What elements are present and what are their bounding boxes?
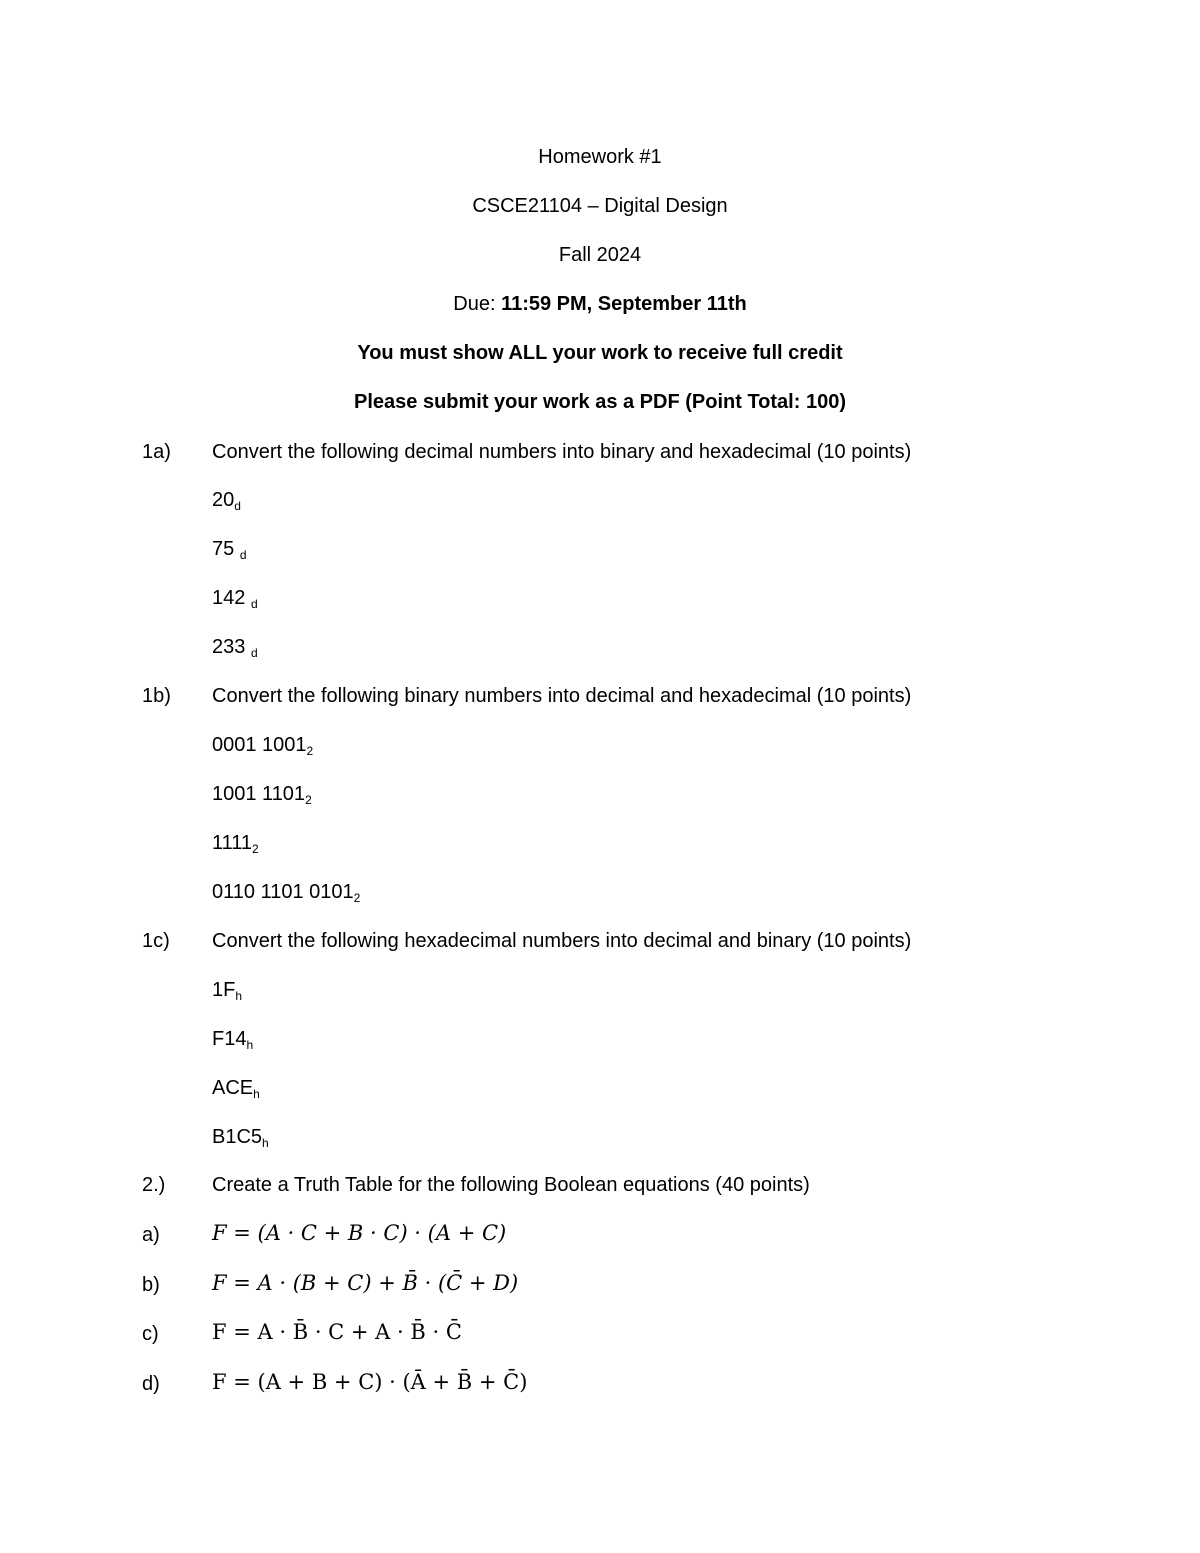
q2-part-c-equation: F = A · B̄ · C + A · B̄ · C̄ <box>212 1320 462 1344</box>
q1c-item: $ACE_h$ <box>212 1077 260 1101</box>
question-1c-text: Convert the following hexadecimal numbers into decimal and binary (10 points) <box>212 930 912 952</box>
question-2-label: 2.) <box>142 1174 166 1196</box>
q1a-item: 142 $_d$ <box>212 587 258 611</box>
q1a-item: 233 $_d$ <box>212 636 258 660</box>
q2-part-a-equation: F = (A · C + B · C) · (A + C) <box>212 1221 507 1245</box>
q1b-item: 0110 1101 $0101_2$ <box>212 881 361 905</box>
question-1b-label: 1b) <box>142 685 171 707</box>
question-2-text: Create a Truth Table for the following Boolean equations (40 points) <box>212 1174 810 1196</box>
q1b-item: $1111_2$ <box>212 832 259 856</box>
course-name: CSCE21104 – Digital Design <box>472 195 728 217</box>
q1a-item: $20_d$ <box>212 489 241 513</box>
due-value: 11:59 PM, September 11th <box>501 293 747 315</box>
q2-part-c-label: c) <box>142 1323 159 1345</box>
q2-part-a-label: a) <box>142 1224 160 1246</box>
q1b-item: 1001 $1101_2$ <box>212 783 312 807</box>
due-prefix: Due: <box>453 293 502 315</box>
question-1a-text: Convert the following decimal numbers into binary and hexadecimal (10 points) <box>212 441 912 463</box>
q2-part-b-equation: F = A · (B + C) + B̄ · (C̄ + D) <box>212 1271 519 1295</box>
q1c-item: $B1C5_h$ <box>212 1126 269 1150</box>
q1b-item: 0001 $1001_2$ <box>212 734 314 758</box>
question-1b-text: Convert the following binary numbers into decimal and hexadecimal (10 points) <box>212 685 912 707</box>
due-date <box>0 292 1200 316</box>
submit-note: Please submit your work as a PDF (Point Total: 100) <box>354 391 846 413</box>
q1c-item: $1F_h$ <box>212 979 243 1003</box>
q2-part-d-label: d) <box>142 1373 160 1395</box>
term: Fall 2024 <box>558 244 642 266</box>
question-1a-label: 1a) <box>142 441 171 463</box>
show-work-note: You must show ALL your work to receive full credit <box>357 342 843 364</box>
q1a-item: 75 $_d$ <box>212 538 247 562</box>
q2-part-b-label: b) <box>142 1274 160 1296</box>
q2-part-d-equation: F = (A + B + C) · (Ā + B̄ + C̄) <box>212 1370 528 1394</box>
question-1c-label: 1c) <box>142 930 170 952</box>
q1c-item: $F14_h$ <box>212 1028 254 1052</box>
homework-title: Homework #1 <box>538 146 662 168</box>
